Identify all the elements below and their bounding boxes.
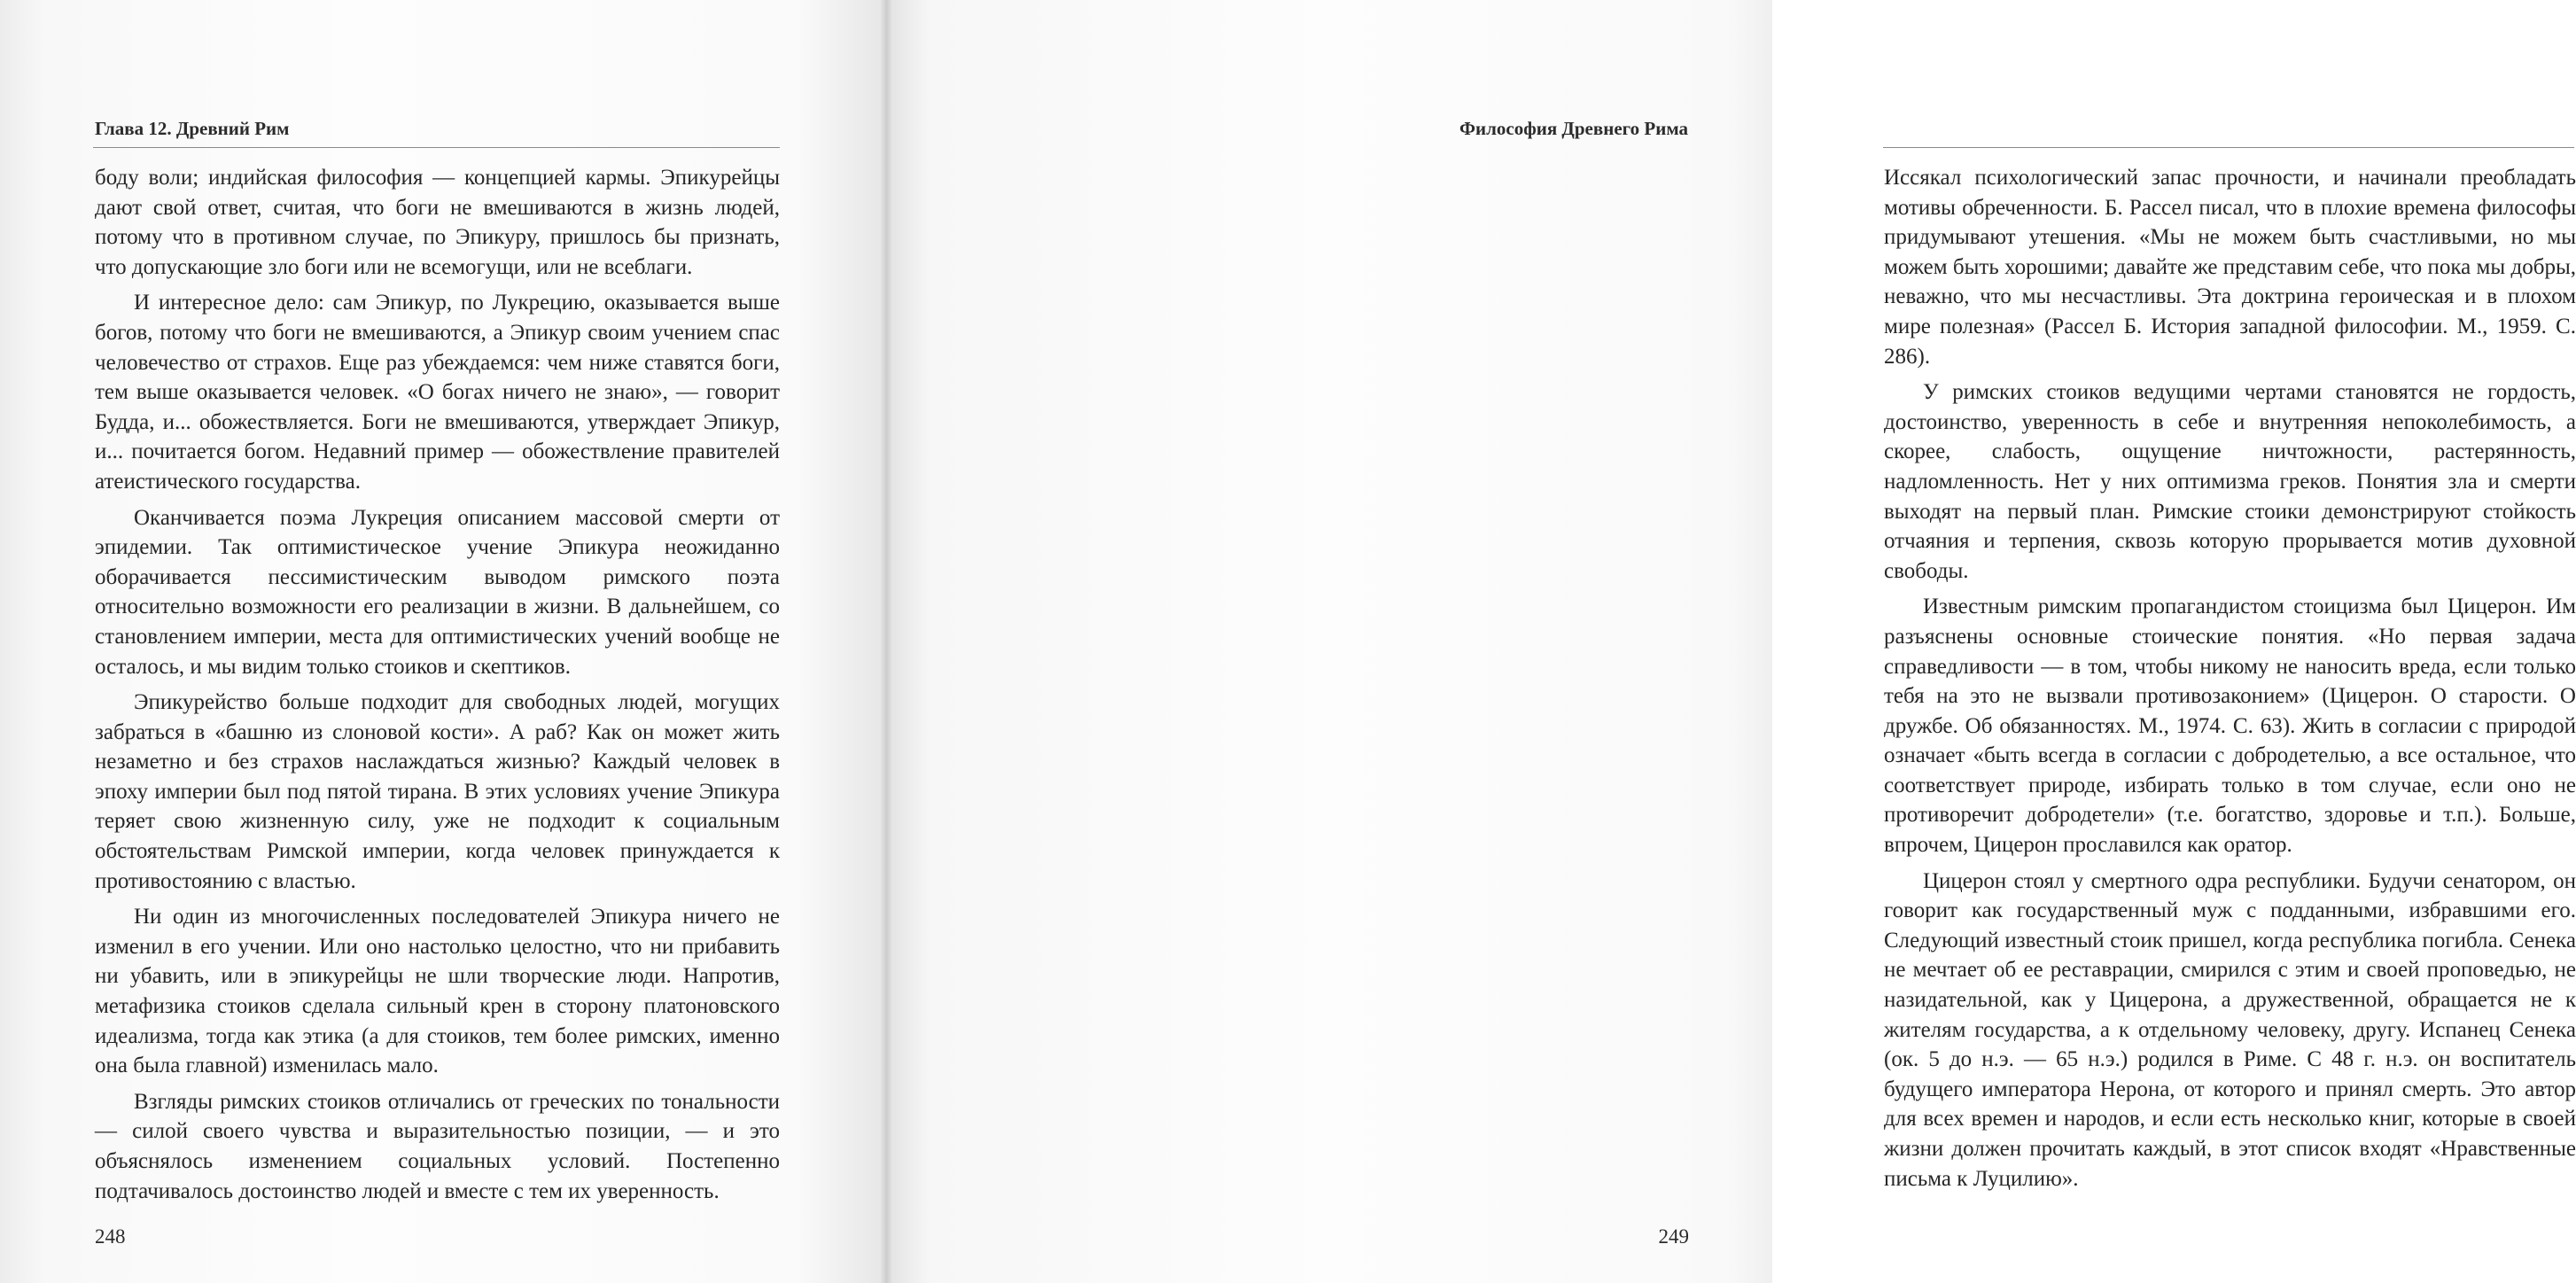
left-page-body xyxy=(95,163,780,1206)
left-page xyxy=(0,0,886,1283)
paragraph: Известным римским пропагандистом стоицизма был Цицерон. Им разъяснены основные стоические понятия. «Но первая задача справедливости — в том, чтобы никому не наносить вреда, если только тебя на это не вызвали противозаконием» (Цицерон. О старости. О дружбе. Об обязанностях. М., 1974. С. 63). Жить в согласии с природой означает «быть всегда в согласии с добродетелью, а все остальное, что соответствует природе, избирать только в том случае, если оно не противоречит добродетели» (т.е. богатство, здоровье и т.п.). Больше, впрочем, Цицерон прославился как оратор. xyxy=(1884,595,2576,858)
paragraph: Иссякал психологический запас прочности, и начинали преобладать мотивы обреченности. Б. Рассел писал, что в плохие времена философы придумывают утешения. «Мы не можем быть счастливыми, но мы можем быть хорошими; давайте же представим себе, что пока мы добры, неважно, что мы несчастливы. Эта доктрина героическая и в плохом мире полезная» (Рассел Б. История западной философии. М., 1959. С. 286). xyxy=(1884,166,2576,369)
book-gutter xyxy=(880,0,892,1283)
paragraph: Взгляды римских стоиков отличались от греческих по тональности — силой своего чувства и выразительностью позиции, — и это объяснялось изменением социальных условий. Постепенно подтачивалось достоинство людей и вместе с тем их уверенность. xyxy=(95,1089,780,1203)
header-rule-right xyxy=(1883,147,2574,148)
right-page xyxy=(886,0,2576,1283)
paragraph: боду воли; индийская философия — концепцией кармы. Эпикурейцы дают свой ответ, считая, что боги не вмешиваются в жизнь людей, потому что в противном случае, по Эпикуру, пришлось бы признать, что допускающие зло боги или не всемогущи, или не всеблаги. xyxy=(95,166,780,279)
header-rule-left xyxy=(93,147,780,148)
running-head-left: Глава 12. Древний Рим xyxy=(95,118,290,139)
paragraph: Ни один из многочисленных последователей Эпикура ничего не изменил в его учении. Или оно настолько целостно, что ни прибавить ни убавить, или в эпикурейцы не шли творческие люди. Напротив, метафизика стоиков сделала сильный крен в сторону платоновского идеализма, тогда как этика (а для стоиков, тем более римских, именно она была главной) изменилась мало. xyxy=(95,905,780,1078)
running-head-right: Философия Древнего Рима xyxy=(1459,118,1688,139)
page-number-left: 248 xyxy=(95,1225,126,1248)
paragraph: Цицерон стоял у смертного одра республики. Будучи сенатором, он говорит как государственный муж с подданными, избравшими его. Следующий известный стоик пришел, когда республика погибла. Сенека не мечтает об ее реставрации, смирился с этим и своей проповедью, не назидательной, как у Цицерона, а дружественной, обращается не к жителям государства, а к отдельному человеку, другу. Испанец Сенека (ок. 5 до н.э. — 65 н.э.) родился в Риме. С 48 г. н.э. он воспитатель будущего императора Нерона, от которого и принял смерть. Это автор для всех времен и народов, и если есть несколько книг, которые в своей жизни должен прочитать каждый, в этот список входят «Нравственные письма к Луцилию». xyxy=(1884,868,2576,1191)
page-number-right: 249 xyxy=(1658,1225,1689,1248)
right-page-body xyxy=(1884,163,2576,1194)
paragraph: Эпикурейство больше подходит для свободных людей, могущих забраться в «башню из слоновой кости». А раб? Как он может жить незаметно и без страхов наслаждаться жизнью? Каждый человек в эпоху империи был под пятой тирана. В этих условиях учение Эпикура теряет свою жизненную силу, уже не подходит к социальным обстоятельствам Римской империи, когда человек принуждается к противостоянию с властью. xyxy=(95,690,780,893)
paragraph: Оканчивается поэма Лукреция описанием массовой смерти от эпидемии. Так оптимистическое учение Эпикура неожиданно оборачивается пессимистическим выводом римского поэта относительно возможности его реализации в жизни. В дальнейшем, со становлением империи, места для оптимистических учений вообще не осталось, и мы видим только стоиков и скептиков. xyxy=(95,505,780,679)
paragraph: И интересное дело: сам Эпикур, по Лукрецию, оказывается выше богов, потому что боги не вмешиваются, а Эпикур своим учением спас человечество от страхов. Еще раз убеждаемся: чем ниже ставятся боги, тем выше оказывается человек. «О богах ничего не знаю», — говорит Будда, и... обожествляется. Боги не вмешиваются, утверждает Эпикур, и... почитается богом. Недавний пример — обожествление правителей атеистического государства. xyxy=(95,291,780,494)
paragraph: У римских стоиков ведущими чертами становятся не гордость, достоинство, уверенность в себе и внутренняя непоколебимость, а скорее, слабость, ощущение ничтожности, растерянность, надломленность. Нет у них оптимизма греков. Понятия зла и смерти выходят на первый план. Римские стоики демонстрируют стойкость отчаяния и терпения, сквозь которую прорывается мотив духовной свободы. xyxy=(1884,380,2576,583)
